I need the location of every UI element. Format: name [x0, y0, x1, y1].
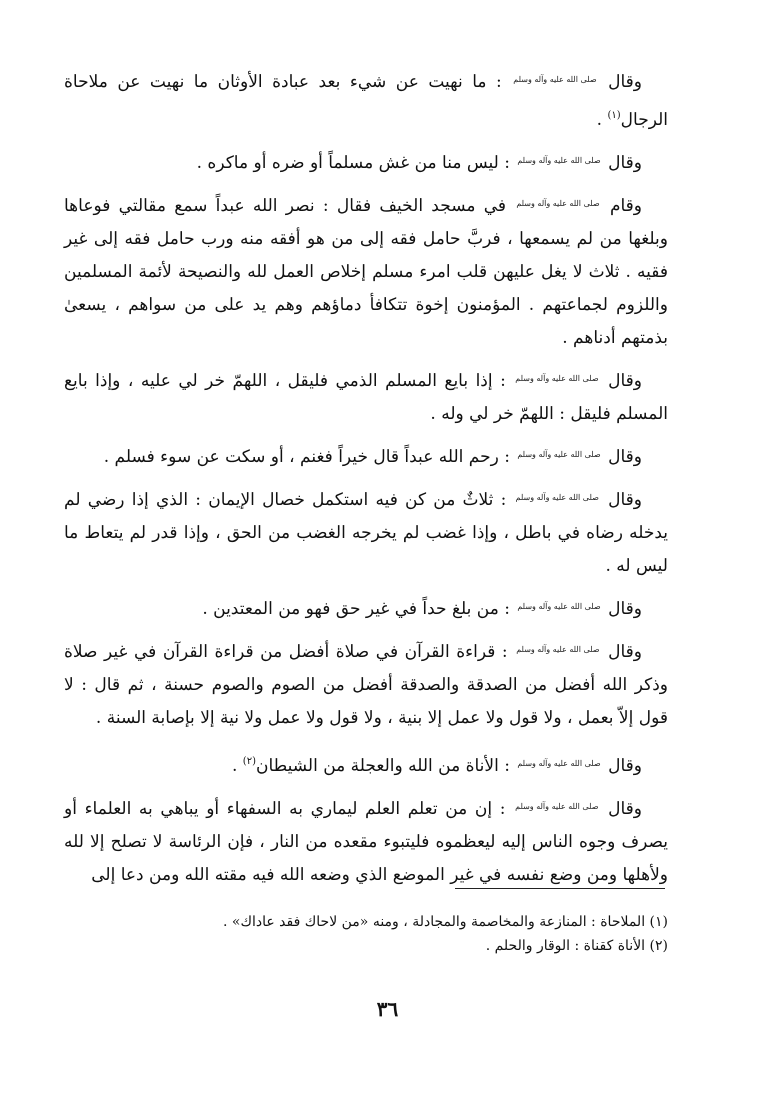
- paragraph-intro: وقال: [608, 72, 642, 92]
- paragraph-intro: وقال: [608, 153, 642, 173]
- salawat-symbol: صلى الله عليه وآله وسلم: [517, 156, 601, 165]
- paragraph-intro: وقال: [608, 371, 642, 391]
- paragraph-intro: وقال: [608, 599, 642, 619]
- salawat-symbol: صلى الله عليه وآله وسلم: [516, 645, 600, 654]
- salawat-symbol: صلى الله عليه وآله وسلم: [515, 493, 599, 502]
- paragraph: [64, 190, 668, 355]
- paragraph-text: : من بلغ حداً في غير حق فهو من المعتدين .: [202, 599, 510, 619]
- paragraph: [64, 66, 668, 137]
- paragraph-intro: وقال: [608, 756, 642, 776]
- salawat-symbol: صلى الله عليه وآله وسلم: [515, 374, 599, 383]
- paragraph-end: .: [596, 110, 603, 130]
- paragraph-intro: وقال: [608, 799, 642, 819]
- paragraph-text: : قراءة القرآن في صلاة أفضل من قراءة القرآن في غير صلاة وذكر الله أفضل من الصدقة والصدقة أفضل من الصوم والصوم حسنة ، ثم قال : لا قول إلاّ بعمل ، ولا قول ولا عمل إلا بنية ، ولا قول ولا عمل ولا نية إلا بإصابة السنة .: [64, 642, 668, 728]
- paragraph: [64, 793, 668, 892]
- paragraph: [64, 484, 668, 583]
- paragraph-intro: وقال: [608, 642, 642, 662]
- footnote-reference: (٢): [242, 756, 256, 767]
- salawat-symbol: صلى الله عليه وآله وسلم: [517, 759, 601, 768]
- paragraph-intro: وقام: [609, 196, 643, 216]
- paragraph: [64, 365, 668, 431]
- body-text: [64, 66, 668, 902]
- footnote-separator: [455, 888, 665, 889]
- footnote: (١) الملاحاة : المنازعة والمخاصمة والمجادلة ، ومنه «من لاحاك فقد عاداك» .: [222, 914, 668, 930]
- paragraph-intro: وقال: [608, 447, 642, 467]
- paragraph: [64, 147, 668, 180]
- salawat-symbol: صلى الله عليه وآله وسلم: [515, 802, 599, 811]
- paragraph: [64, 745, 668, 783]
- salawat-symbol: صلى الله عليه وآله وسلم: [513, 75, 597, 84]
- paragraph-text: : ثلاثٌ من كن فيه استكمل خصال الإيمان : الذي إذا رضي لم يدخله رضاه في باطل ، وإذا غضب لم يخرجه الغضب من الحق ، وإذا قدر لم يتعاط ما ليس له .: [64, 490, 668, 576]
- paragraph-text: : ليس منا من غش مسلماً أو ضره أو ماكره .: [196, 153, 510, 173]
- paragraph-text: في مسجد الخيف فقال : نصر الله عبداً سمع مقالتي فوعاها وبلغها من لم يسمعها ، فربَّ حامل فقه إلى من هو أفقه منه ورب حامل فقه إلى غير فقيه . ثلاث لا يغل عليهن قلب امرء مسلم إخلاص العمل لله والنصيحة لأئمة المسلمين واللزوم لجماعتهم . المؤمنون إخوة تتكافأ دماؤهم وهم يد على من سواهم ، يسعىٰ بذمتهم أدناهم .: [64, 196, 668, 348]
- paragraph-intro: وقال: [608, 490, 643, 510]
- paragraph-text: : ما نهيت عن شيء بعد عبادة الأوثان ما نهيت عن ملاحاة الرجال: [64, 72, 668, 130]
- paragraph-text: : الأناة من الله والعجلة من الشيطان: [255, 756, 510, 776]
- paragraph-text: : إن من تعلم العلم ليماري به السفهاء أو يباهي به العلماء أو يصرف وجوه الناس إليه ليعظموه فليتبوء مقعده من النار ، فإن الرئاسة لا تصلح إلا لله ولأهلها ومن وضع نفسه في غير الموضع الذي وضعه الله فيه مقته الله ومن دعا إلى: [64, 799, 668, 885]
- paragraph: [64, 441, 668, 474]
- footnote: (٢) الأناة كقناة : الوقار والحلم .: [485, 938, 668, 954]
- paragraph-end: .: [231, 756, 238, 776]
- footnotes: [64, 910, 668, 958]
- paragraph: [64, 593, 668, 626]
- salawat-symbol: صلى الله عليه وآله وسلم: [517, 450, 601, 459]
- paragraph-text: : رحم الله عبداً قال خيراً فغنم ، أو سكت عن سوء فسلم .: [103, 447, 510, 467]
- footnote-reference: (١): [607, 110, 621, 121]
- salawat-symbol: صلى الله عليه وآله وسلم: [517, 602, 601, 611]
- paragraph: [64, 636, 668, 735]
- salawat-symbol: صلى الله عليه وآله وسلم: [516, 199, 600, 208]
- page-number: ٣٦: [376, 997, 399, 1021]
- paragraph-text: : إذا بايع المسلم الذمي فليقل ، اللهمّ خر لي عليه ، وإذا بايع المسلم فليقل : اللهمّ خر لي وله .: [64, 371, 668, 424]
